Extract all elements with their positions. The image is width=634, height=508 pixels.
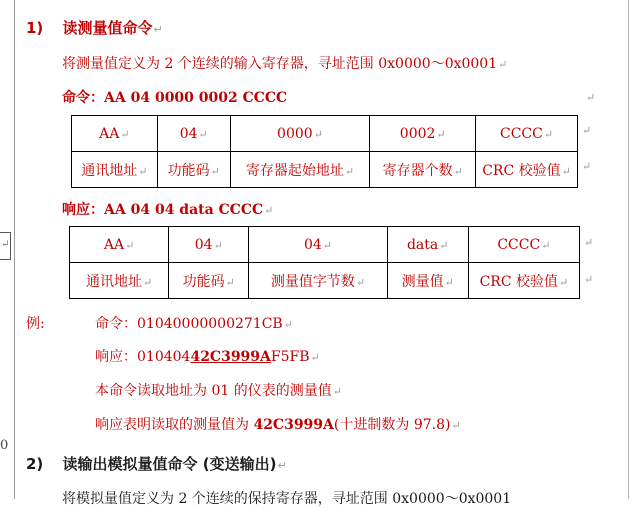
margin-box bbox=[0, 232, 11, 260]
section2-heading bbox=[26, 453, 287, 474]
table-cell: CCCC↵ bbox=[468, 227, 579, 263]
section2-description bbox=[62, 488, 511, 508]
table-cell: 04↵ bbox=[249, 227, 387, 263]
table-cell: 通讯地址↵ bbox=[70, 263, 169, 299]
example-note-2-prefix: 响应表明读取的测量值为 bbox=[95, 417, 254, 433]
example-note-2-value: 42C3999A bbox=[253, 417, 334, 433]
example-command-value: 01040000000271CB bbox=[137, 316, 283, 332]
command-line bbox=[62, 87, 287, 107]
paragraph-mark-icon: ↵ bbox=[584, 273, 594, 286]
table-cell: CCCC↵ bbox=[476, 116, 578, 152]
table-cell: CRC 校验值↵ bbox=[468, 263, 579, 299]
example-response-end: F5FB bbox=[270, 349, 310, 365]
section1-description-text: 将测量值定义为 2 个连续的输入寄存器，寻址范围 0x0000～0x0001 bbox=[62, 56, 498, 72]
table-cell: AA↵ bbox=[72, 116, 158, 152]
paragraph-mark-icon: ↵ bbox=[153, 23, 163, 36]
response-line-text: 响应：AA 04 04 data CCCC bbox=[62, 202, 264, 218]
page-left-border bbox=[14, 0, 15, 499]
table-cell: 0002↵ bbox=[370, 116, 476, 152]
section2-number: 2) bbox=[26, 455, 44, 473]
example-command bbox=[95, 313, 293, 333]
example-response-highlight: 42C3999A bbox=[190, 349, 271, 365]
section1-heading bbox=[26, 17, 163, 38]
section1-number: 1) bbox=[26, 19, 44, 37]
paragraph-mark-icon: ↵ bbox=[332, 385, 342, 398]
command-table-labels-row bbox=[72, 152, 578, 188]
example-response-prefix: 响应： bbox=[95, 349, 137, 365]
table-cell: 寄存器起始地址↵ bbox=[230, 152, 370, 188]
command-table-values-row bbox=[72, 116, 578, 152]
response-table-values-row bbox=[70, 227, 580, 263]
section1-title: 读测量值命令 bbox=[62, 19, 153, 37]
paragraph-mark-icon: ↵ bbox=[1, 239, 10, 250]
paragraph-mark-icon: ↵ bbox=[584, 236, 594, 249]
table-cell: CRC 校验值↵ bbox=[476, 152, 578, 188]
response-table bbox=[69, 226, 580, 299]
example-note-1-text: 本命令读取地址为 01 的仪表的测量值 bbox=[95, 383, 332, 399]
paragraph-mark-icon: ↵ bbox=[582, 160, 592, 173]
table-cell: 寄存器个数↵ bbox=[370, 152, 476, 188]
table-cell: data↵ bbox=[387, 227, 468, 263]
table-cell: 测量值↵ bbox=[387, 263, 468, 299]
table-cell: 通讯地址↵ bbox=[72, 152, 158, 188]
command-table bbox=[71, 115, 578, 188]
section1-description bbox=[62, 53, 507, 73]
paragraph-mark-icon: ↵ bbox=[498, 58, 508, 71]
table-cell: 功能码↵ bbox=[169, 263, 249, 299]
table-cell: 04↵ bbox=[157, 116, 230, 152]
example-note-2 bbox=[95, 414, 461, 434]
table-cell: AA↵ bbox=[70, 227, 169, 263]
section2-description-text: 将模拟量值定义为 2 个连续的保持寄存器，寻址范围 0x0000～0x0001 bbox=[62, 491, 512, 507]
response-table-labels-row bbox=[70, 263, 580, 299]
example-response-start: 010404 bbox=[137, 349, 191, 365]
paragraph-mark-icon: ↵ bbox=[264, 204, 274, 217]
table-cell: 0000↵ bbox=[230, 116, 370, 152]
section2-title: 读输出模拟量值命令 (变送输出) bbox=[62, 455, 277, 473]
table-cell: 功能码↵ bbox=[157, 152, 230, 188]
page-right-border bbox=[628, 0, 629, 499]
example-label: 例: bbox=[26, 316, 45, 332]
example-note-2-suffix: (十进制数为 97.8) bbox=[333, 417, 451, 433]
paragraph-mark-icon: ↵ bbox=[283, 318, 293, 331]
margin-zero: 0 bbox=[0, 438, 9, 453]
command-line-text: 命令：AA 04 0000 0002 CCCC bbox=[62, 90, 288, 106]
example-response bbox=[95, 346, 320, 366]
paragraph-mark-icon: ↵ bbox=[277, 459, 287, 472]
table-cell: 测量值字节数↵ bbox=[249, 263, 387, 299]
paragraph-mark-icon: ↵ bbox=[451, 419, 461, 432]
response-line bbox=[62, 199, 273, 219]
paragraph-mark-icon: ↵ bbox=[586, 91, 596, 104]
example-command-prefix: 命令： bbox=[95, 316, 137, 332]
example-note-1 bbox=[95, 380, 342, 400]
paragraph-mark-icon: ↵ bbox=[582, 124, 592, 137]
table-cell: 04↵ bbox=[169, 227, 249, 263]
paragraph-mark-icon: ↵ bbox=[310, 351, 320, 364]
